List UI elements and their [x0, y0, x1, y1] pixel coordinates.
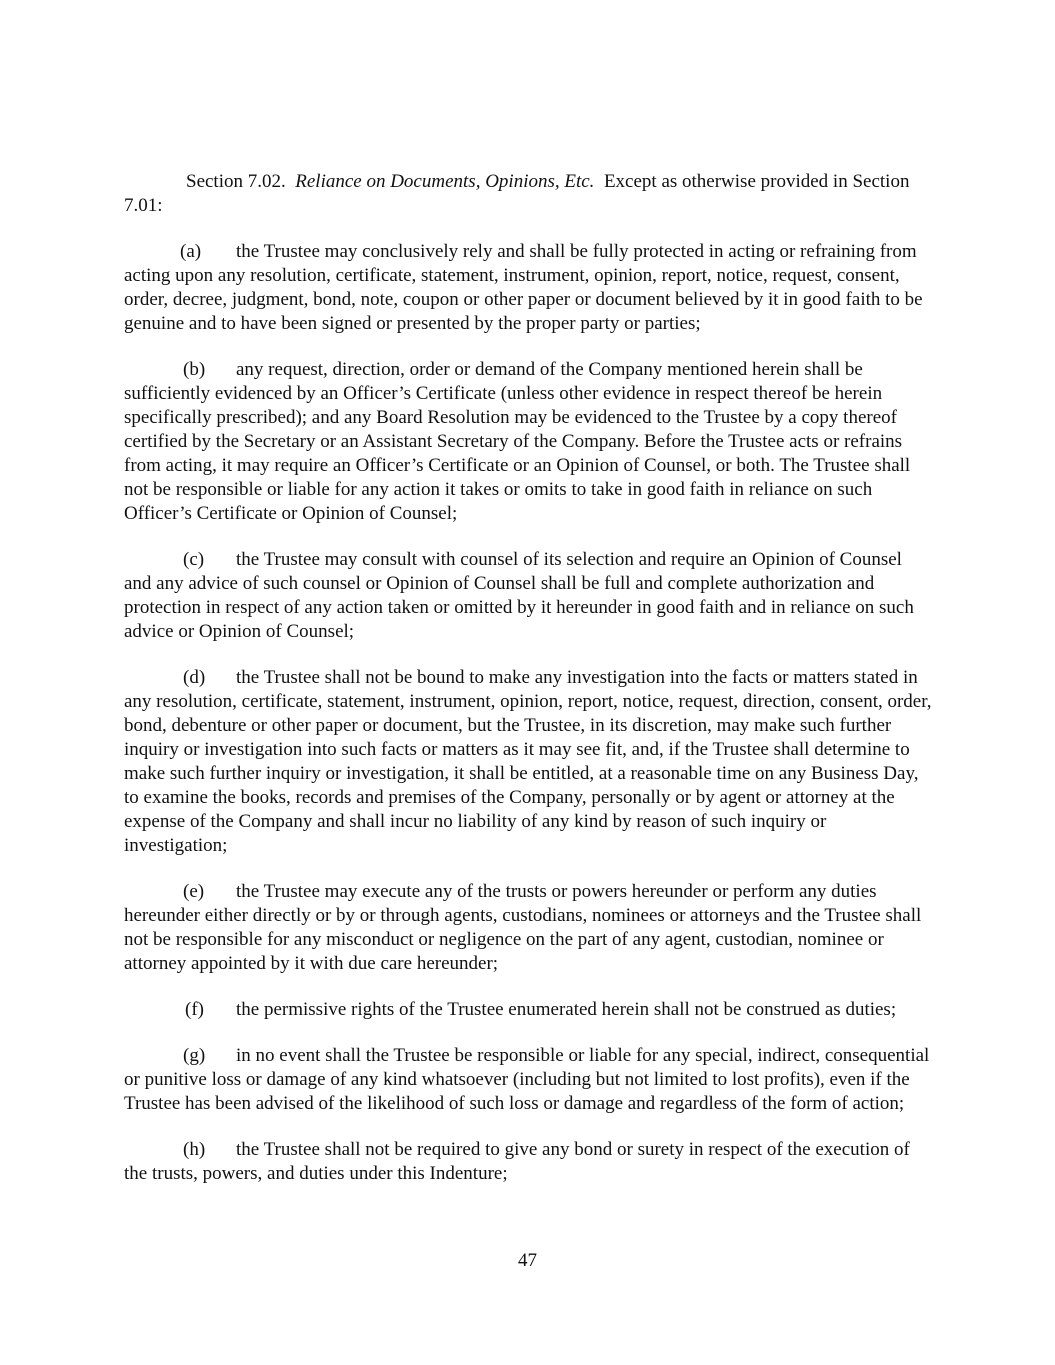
- clause-label: (a): [180, 241, 202, 262]
- section-heading: [124, 170, 934, 218]
- section-title: Reliance on Documents, Opinions, Etc.: [295, 171, 595, 192]
- clause-d: [124, 666, 934, 858]
- section-number: Section 7.02.: [186, 171, 286, 192]
- clause-label: (g): [183, 1045, 206, 1066]
- clause-f: [124, 998, 934, 1022]
- clause-text: in no event shall the Trustee be responsible or liable for any special, indirect, consequential or punitive loss or damage of any kind whatsoever (including but not limited to lost profits), even if the Trustee has been advised of the likelihood of such loss or damage and regardless of the form of action;: [124, 1045, 930, 1114]
- clause-text: any request, direction, order or demand of the Company mentioned herein shall be sufficiently evidenced by an Officer’s Certificate (unless other evidence in respect thereof be herein specifically prescribed); and any Board Resolution may be evidenced to the Trustee by a copy thereof certified by the Secretary or an Assistant Secretary of the Company. Before the Trustee acts or refrains from acting, it may require an Officer’s Certificate or an Opinion of Counsel, or both. The Trustee shall not be responsible or liable for any action it takes or omits to take in good faith in reliance on such Officer’s Certificate or Opinion of Counsel;: [124, 359, 911, 524]
- clause-label: (f): [185, 999, 204, 1020]
- clause-e: [124, 880, 934, 976]
- clause-text: the Trustee may execute any of the trusts or powers hereunder or perform any duties hereunder either directly or by or through agents, custodians, nominees or attorneys and the Trustee shall not be responsible for any misconduct or negligence on the part of any agent, custodian, nominee or attorney appointed by it with due care hereunder;: [124, 881, 922, 974]
- clause-a: [124, 240, 934, 336]
- clause-text: the Trustee may conclusively rely and shall be fully protected in acting or refraining from acting upon any resolution, certificate, statement, instrument, opinion, report, notice, request, consent, order, decree, judgment, bond, note, coupon or other paper or document believed by it in good faith to be genuine and to have been signed or presented by the proper party or parties;: [124, 241, 923, 334]
- clause-label: (d): [183, 667, 206, 688]
- clause-label: (h): [183, 1139, 206, 1160]
- clause-label: (c): [183, 549, 205, 570]
- clause-b: [124, 358, 934, 526]
- clause-text: the Trustee shall not be required to give any bond or surety in respect of the execution of the trusts, powers, and duties under this Indenture;: [124, 1139, 910, 1184]
- page-number: 47: [518, 1250, 537, 1271]
- clause-g: [124, 1044, 934, 1116]
- clause-text: the Trustee may consult with counsel of its selection and require an Opinion of Counsel and any advice of such counsel or Opinion of Counsel shall be full and complete authorization and protection in respect of any action taken or omitted by it hereunder in good faith and in reliance on such advice or Opinion of Counsel;: [124, 549, 914, 642]
- clause-text: the permissive rights of the Trustee enumerated herein shall not be construed as duties;: [236, 999, 897, 1020]
- clause-label: (b): [183, 359, 206, 380]
- clause-text: the Trustee shall not be bound to make any investigation into the facts or matters stated in any resolution, certificate, statement, instrument, opinion, report, notice, request, direction, consent, order, bond, debenture or other paper or document, but the Trustee, in its discretion, may make such further inquiry or investigation into such facts or matters as it may see fit, and, if the Trustee shall determine to make such further inquiry or investigation, it shall be entitled, at a reasonable time on any Business Day, to examine the books, records and premises of the Company, personally or by agent or attorney at the expense of the Company and shall incur no liability of any kind by reason of such inquiry or investigation;: [124, 667, 932, 856]
- document-body: [124, 170, 934, 1208]
- section-intro: Except as otherwise provided in Section 7.01:: [124, 171, 910, 216]
- clause-c: [124, 548, 934, 644]
- clause-label: (e): [183, 881, 205, 902]
- clause-h: [124, 1138, 934, 1186]
